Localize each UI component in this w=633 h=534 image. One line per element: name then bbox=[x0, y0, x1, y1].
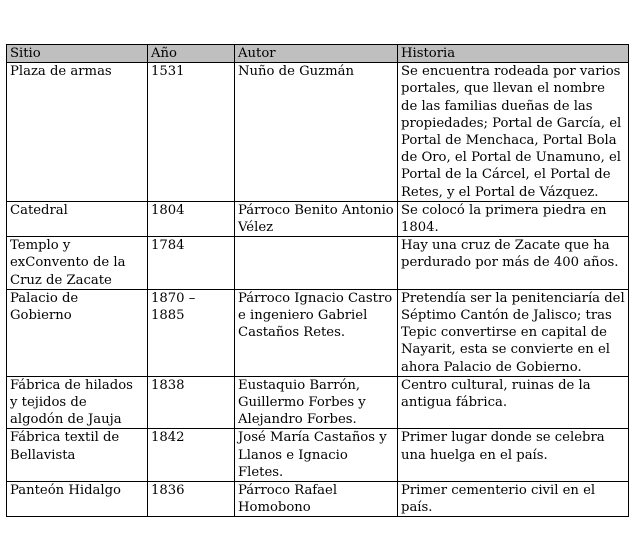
cell-anio: 1870 – 1885 bbox=[148, 289, 235, 376]
cell-historia: Hay una cruz de Zacate que ha perdurado por más de 400 años. bbox=[398, 237, 629, 290]
cell-historia: Se colocó la primera piedra en 1804. bbox=[398, 201, 629, 236]
cell-autor bbox=[235, 237, 398, 290]
cell-historia: Primer lugar donde se celebra una huelga en el país. bbox=[398, 429, 629, 482]
table-row bbox=[7, 376, 629, 429]
cell-autor: Eustaquio Barrón, Guillermo Forbes y Alejandro Forbes. bbox=[235, 376, 398, 429]
cell-sitio: Catedral bbox=[7, 201, 148, 236]
cell-historia: Primer cementerio civil en el país. bbox=[398, 482, 629, 517]
table-row bbox=[7, 429, 629, 482]
cell-autor: Párroco Ignacio Castro e ingeniero Gabriel Castaños Retes. bbox=[235, 289, 398, 376]
cell-anio: 1784 bbox=[148, 237, 235, 290]
cell-historia: Se encuentra rodeada por varios portales, que llevan el nombre de las familias dueñas de las propiedades; Portal de García, el Portal de Menchaca, Portal Bola de Oro, el Portal de Unamuno, el Portal de la Cárcel, el Portal de Retes, y el Portal de Vázquez. bbox=[398, 63, 629, 202]
table-row bbox=[7, 201, 629, 236]
cell-autor: Párroco Rafael Homobono bbox=[235, 482, 398, 517]
header-autor: Autor bbox=[235, 45, 398, 63]
cell-anio: 1838 bbox=[148, 376, 235, 429]
header-sitio: Sitio bbox=[7, 45, 148, 63]
header-historia: Historia bbox=[398, 45, 629, 63]
table-row bbox=[7, 63, 629, 202]
table-row bbox=[7, 289, 629, 376]
cell-historia: Centro cultural, ruinas de la antigua fábrica. bbox=[398, 376, 629, 429]
cell-sitio: Templo y exConvento de la Cruz de Zacate bbox=[7, 237, 148, 290]
cell-anio: 1804 bbox=[148, 201, 235, 236]
cell-sitio: Plaza de armas bbox=[7, 63, 148, 202]
cell-historia: Pretendía ser la penitenciaría del Séptimo Cantón de Jalisco; tras Tepic convertirse en capital de Nayarit, esta se convierte en el ahora Palacio de Gobierno. bbox=[398, 289, 629, 376]
header-anio: Año bbox=[148, 45, 235, 63]
table-header-row bbox=[7, 45, 629, 63]
cell-autor: Párroco Benito Antonio Vélez bbox=[235, 201, 398, 236]
table-row bbox=[7, 237, 629, 290]
cell-sitio: Panteón Hidalgo bbox=[7, 482, 148, 517]
cell-sitio: Fábrica textil de Bellavista bbox=[7, 429, 148, 482]
cell-autor: Nuño de Guzmán bbox=[235, 63, 398, 202]
cell-sitio: Palacio de Gobierno bbox=[7, 289, 148, 376]
cell-autor: José María Castaños y Llanos e Ignacio Fletes. bbox=[235, 429, 398, 482]
table-row bbox=[7, 482, 629, 517]
cell-anio: 1836 bbox=[148, 482, 235, 517]
historic-sites-table bbox=[6, 44, 629, 517]
cell-anio: 1531 bbox=[148, 63, 235, 202]
cell-anio: 1842 bbox=[148, 429, 235, 482]
cell-sitio: Fábrica de hilados y tejidos de algodón de Jauja bbox=[7, 376, 148, 429]
